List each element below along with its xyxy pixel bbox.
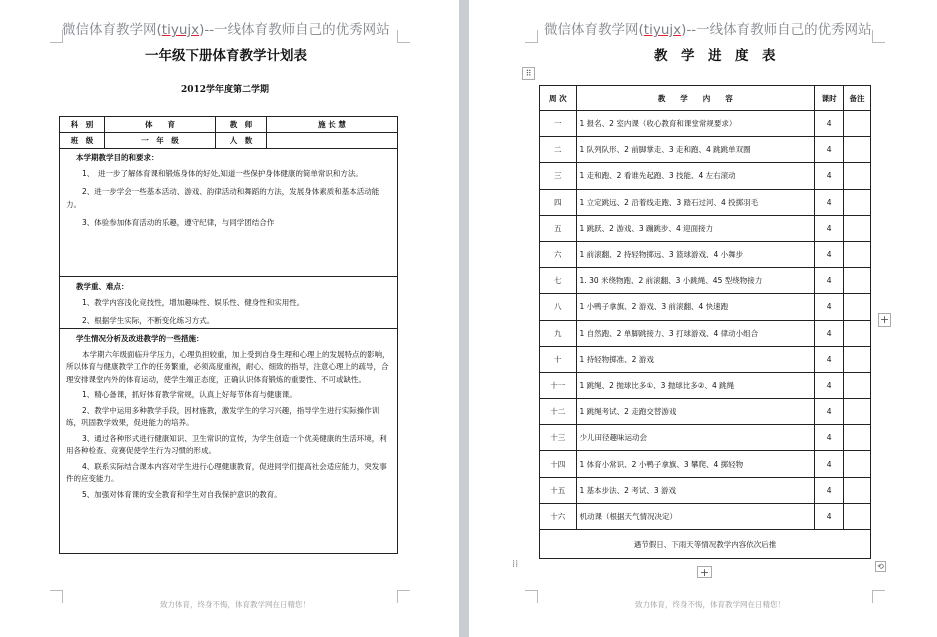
schedule-row: [540, 399, 871, 425]
paragraph: 3、体验参加体育活动的乐趣，遵守纪律，与同学团结合作: [82, 218, 275, 227]
schedule-row: [540, 425, 871, 451]
week-cell: 六: [540, 241, 577, 267]
schedule-row: [540, 215, 871, 241]
notes-cell: [844, 399, 871, 425]
crop-mark: [872, 590, 885, 603]
document-page-right: [469, 0, 937, 637]
header-content: 教 学 内 容: [576, 86, 815, 111]
subject-label: 科 别: [60, 117, 105, 133]
add-row-button[interactable]: +: [697, 566, 712, 578]
hours-cell: 4: [815, 346, 844, 372]
plan-subtitle: 2012学年度第二学期: [181, 85, 270, 95]
section-divider: [60, 276, 397, 277]
add-column-button[interactable]: +: [879, 313, 890, 326]
notes-cell: [844, 189, 871, 215]
footer-text: 致力体育，终身不悔，体育教学网在日精您！: [635, 600, 785, 609]
paragraph: 1、精心备课，抓好体育教学常规，认真上好每节体育与健康课。: [82, 390, 297, 399]
hours-cell: 4: [815, 215, 844, 241]
week-cell: 十一: [540, 372, 577, 398]
content-cell: 1 跳绳考试、2 走跑交替游戏: [576, 399, 815, 425]
schedule-row: [540, 241, 871, 267]
schedule-row: [540, 320, 871, 346]
schedule-row: [540, 189, 871, 215]
crop-mark: [525, 30, 538, 43]
content-cell: 1 跳跃、2 游戏、3 蹦跳步、4 迎面接力: [576, 215, 815, 241]
footer-text: 致力体育，终身不悔，体育教学网在日精您！: [160, 600, 310, 609]
notes-cell: [844, 451, 871, 477]
schedule-row: [540, 451, 871, 477]
key-points-section: [60, 279, 397, 331]
content-cell: 1 立定跳远、2 沿着线走跑、3 踏石过河、4 投掷羽毛: [576, 189, 815, 215]
hours-cell: 4: [815, 111, 844, 137]
content-cell: 1 体育小常识、2 小鸭子拿旗、3 攀爬、4 掷轻物: [576, 451, 815, 477]
week-cell: 十六: [540, 503, 577, 529]
crop-mark: [872, 30, 885, 43]
hours-cell: 4: [815, 163, 844, 189]
measures-section: [60, 331, 397, 501]
goals-section: [60, 150, 397, 233]
week-cell: 八: [540, 294, 577, 320]
content-cell: 1 小鸭子拿旗、2 游戏、3 前滚翻、4 快速跑: [576, 294, 815, 320]
notes-cell: [844, 346, 871, 372]
notes-cell: [844, 268, 871, 294]
paragraph: 本学期六年级面临升学压力，心理负担较重，加上受到自身生理和心理上的发展特点的影响，所以体育与健康教学工作的任务繁重，必须高度重视，耐心、细致的指导，注意心理上的疏导，合理安排课堂内外的体育运动，使学生端正态度，正确认识体育锻炼的重要性、不可或缺性。: [66, 349, 390, 384]
header-hours: 课时: [815, 86, 844, 111]
week-cell: 五: [540, 215, 577, 241]
notes-cell: [844, 111, 871, 137]
schedule-footer-row: [540, 530, 871, 559]
paragraph: 3、通过各种形式进行健康知识、卫生常识的宣传，为学生创造一个优美健康的生活环境，利用各种检查、竞赛促使学生行为习惯的形成。: [66, 433, 387, 455]
hours-cell: 4: [815, 503, 844, 529]
week-cell: 十五: [540, 477, 577, 503]
hours-cell: 4: [815, 425, 844, 451]
week-cell: 九: [540, 320, 577, 346]
plan-info-table: [59, 116, 398, 149]
document-page-left: [0, 0, 459, 637]
section-heading: 学生情况分析及改进教学的一些措施：: [76, 334, 204, 343]
schedule-row: [540, 111, 871, 137]
table-move-handle[interactable]: ⠿: [522, 67, 535, 80]
header-watermark: 微信体育教学网(tiyujx)--一线体育教师自己的优秀网站: [62, 22, 390, 38]
notes-cell: [844, 320, 871, 346]
count-label: 人 数: [216, 133, 267, 149]
header-watermark: 微信体育教学网(tiyujx)--一线体育教师自己的优秀网站: [544, 22, 872, 38]
notes-cell: [844, 372, 871, 398]
hours-cell: 4: [815, 137, 844, 163]
week-cell: 二: [540, 137, 577, 163]
week-cell: 四: [540, 189, 577, 215]
paragraph: 2、进一步学会一些基本活动、游戏、韵律活动和舞蹈的方法，发展身体素质和基本活动能力。: [66, 187, 380, 209]
notes-cell: [844, 215, 871, 241]
schedule-table: [539, 85, 871, 559]
week-cell: 七: [540, 268, 577, 294]
paragraph: 4、联系实际结合课本内容对学生进行心理健康教育，促进同学们提高社会适应能力，突发事件的应变能力。: [66, 461, 387, 483]
section-heading: 教学重、难点：: [76, 282, 129, 291]
hours-cell: 4: [815, 451, 844, 477]
paragraph: 5、加强对体育课的安全教育和学生对自我保护意识的教育。: [82, 489, 282, 499]
week-cell: 十: [540, 346, 577, 372]
plan-sections: [59, 148, 398, 554]
hours-cell: 4: [815, 477, 844, 503]
content-cell: 1 跳绳、2 抛球比多①、3 抛球比多②、4 跳绳: [576, 372, 815, 398]
header-week: 周 次: [540, 86, 577, 111]
schedule-row: [540, 137, 871, 163]
content-cell: 1 基本步法、2 考试、3 游戏: [576, 477, 815, 503]
subject-value: 体 育: [105, 117, 216, 133]
notes-cell: [844, 163, 871, 189]
week-cell: 一: [540, 111, 577, 137]
header-notes: 备注: [844, 86, 871, 111]
schedule-row: [540, 268, 871, 294]
page-gutter: [459, 0, 469, 637]
paragraph: 2、教学中运用多种教学手段，因材施教，激发学生的学习兴趣，指导学生进行实际操作训练，巩固教学效果，促进能力的培养。: [66, 405, 380, 427]
hours-cell: 4: [815, 268, 844, 294]
schedule-row: [540, 163, 871, 189]
content-cell: 1 自然跑、2 单脚跳接力、3 打球游戏、4 律动小组合: [576, 320, 815, 346]
teacher-label: 教 师: [216, 117, 267, 133]
content-cell: 1 走和跑、2 看谁先起跑、3 技能、4 左右滚动: [576, 163, 815, 189]
class-value: 一 年 级: [105, 133, 216, 149]
hours-cell: 4: [815, 399, 844, 425]
hours-cell: 4: [815, 294, 844, 320]
table-resize-handle[interactable]: ⟲: [875, 561, 886, 572]
notes-cell: [844, 477, 871, 503]
class-label: 班 级: [60, 133, 105, 149]
crop-mark: [525, 590, 538, 603]
schedule-row: [540, 503, 871, 529]
notes-cell: [844, 137, 871, 163]
week-cell: 十二: [540, 399, 577, 425]
hours-cell: 4: [815, 241, 844, 267]
week-cell: 三: [540, 163, 577, 189]
plan-title: 一年级下册体育教学计划表: [145, 48, 307, 64]
hours-cell: 4: [815, 320, 844, 346]
hours-cell: 4: [815, 189, 844, 215]
paragraph: 2、根据学生实际，不断变化练习方式。: [82, 316, 215, 325]
teacher-value: 施 长 慧: [267, 117, 398, 133]
section-divider: [60, 328, 397, 329]
notes-cell: [844, 294, 871, 320]
content-cell: 1 报名、2 室内课（收心教育和课堂常规要求）: [576, 111, 815, 137]
schedule-header-row: [540, 86, 871, 111]
schedule-title: 教 学 进 度 表: [654, 48, 776, 64]
content-cell: 机动课（根据天气情况决定）: [576, 503, 815, 529]
content-cell: 1 队列队形、2 前脚掌走、3 走和跑、4 跳跳单双圈: [576, 137, 815, 163]
crop-mark: [397, 30, 410, 43]
section-heading: 本学期教学目的和要求：: [76, 153, 159, 162]
content-cell: 1 前滚翻、2 持轻物掷远、3 篮球游戏、4 小舞步: [576, 241, 815, 267]
week-cell: 十四: [540, 451, 577, 477]
notes-cell: [844, 241, 871, 267]
week-cell: 十三: [540, 425, 577, 451]
crop-mark: [397, 590, 410, 603]
content-cell: 1. 30 米绕物跑、2 前滚翻、3 小跳绳、45 型绕物接力: [576, 268, 815, 294]
content-cell: 1 持轻物掷准、2 游戏: [576, 346, 815, 372]
notes-cell: [844, 425, 871, 451]
count-value: [267, 133, 398, 149]
schedule-footer-note: 遇节假日、下雨天等情况教学内容依次后推: [540, 530, 871, 559]
content-cell: 少儿田径趣味运动会: [576, 425, 815, 451]
schedule-row: [540, 346, 871, 372]
hours-cell: 4: [815, 372, 844, 398]
schedule-row: [540, 477, 871, 503]
schedule-row: [540, 294, 871, 320]
paragraph: 1、 进一步了解体育课和锻炼身体的好处,知道一些保护身体健康的简单常识和方法。: [82, 168, 363, 178]
notes-cell: [844, 503, 871, 529]
schedule-row: [540, 372, 871, 398]
crop-mark: [50, 590, 63, 603]
paragraph: 1、教学内容浅化竞技性，增加趣味性、娱乐性、健身性和实用性。: [82, 297, 305, 307]
drag-grip-icon[interactable]: ⁞⁞: [512, 559, 519, 570]
